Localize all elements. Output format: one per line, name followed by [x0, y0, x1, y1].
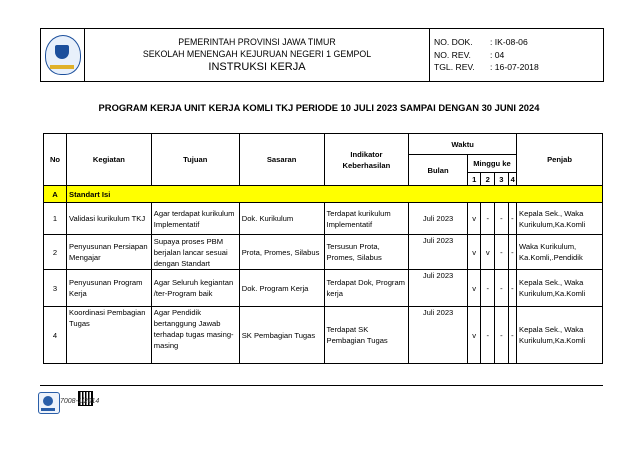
header-indikator: Indikator Keberhasilan — [324, 134, 409, 186]
header-no: No — [44, 134, 67, 186]
header-meta — [430, 29, 604, 82]
section-code: A — [44, 186, 67, 203]
school-logo-icon — [45, 35, 81, 75]
certification-logo-icon — [38, 392, 60, 414]
header-doc-type: INSTRUKSI KERJA — [208, 60, 306, 73]
footer-doc-code: 7008-1/2014 — [60, 398, 100, 405]
header-kegiatan: Kegiatan — [67, 134, 152, 186]
header-institution — [85, 29, 430, 82]
header-week-2: 2 — [481, 173, 495, 186]
document-header — [40, 28, 604, 82]
section-label: Standart Isi — [67, 186, 603, 203]
header-week-4: 4 — [508, 173, 516, 186]
school-logo-cell — [41, 29, 85, 82]
table-row: 1 Validasi kurikulum TKJ Agar terdapat kurikulum Implementatif Dok. Kurikulum Terdapat kurikulum Implementatif Juli 2023 v - - - Kepala Sek., Waka Kurikulum,Ka.Komli — [44, 203, 603, 235]
header-sasaran: Sasaran — [239, 134, 324, 186]
header-bulan: Bulan — [409, 155, 468, 186]
meta-row-no-dok: NO. DOK. : IK-08-06 — [434, 37, 528, 48]
header-line-1: PEMERINTAH PROVINSI JAWA TIMUR — [178, 36, 336, 47]
header-waktu: Waktu — [409, 134, 517, 155]
header-week-1: 1 — [467, 173, 481, 186]
table-row: 4 Koordinasi Pembagian Tugas Agar Pendidik bertanggung Jawab terhadap tugas masing-masing SK Pembagian Tugas Terdapat SK Pembagian Tugas Juli 2023 v - - - Kepala Sek., Waka Kurikulum,Ka.Komli — [44, 307, 603, 364]
header-line-2: SEKOLAH MENENGAH KEJURUAN NEGERI 1 GEMPOL — [142, 48, 372, 59]
page-title: PROGRAM KERJA UNIT KERJA KOMLI TKJ PERIODE 10 JULI 2023 SAMPAI DENGAN 30 JUNI 2024 — [98, 102, 540, 113]
meta-row-tgl-rev: TGL. REV. : 16-07-2018 — [434, 62, 539, 73]
program-table — [43, 133, 603, 364]
table-row: 2 Penyusunan Persiapan Mengajar Supaya proses PBM berjalan lancar sesuai dengan Standart Prota, Promes, Silabus Tersusun Prota, Promes, Silabus Juli 2023 v v - - Waka Kurikulum, Ka.Komli,.Pendidik — [44, 235, 603, 270]
header-minggu: Minggu ke — [467, 155, 516, 173]
header-tujuan: Tujuan — [151, 134, 239, 186]
table-row: 3 Penyusunan Program Kerja Agar Seluruh kegiantan /ter-Program baik Dok. Program Kerja Terdapat Dok, Program kerja Juli 2023 v - - - Kepala Sek., Waka Kurikulum,Ka.Komli — [44, 270, 603, 307]
footer-divider — [40, 385, 603, 386]
meta-row-no-rev: NO. REV. : 04 — [434, 49, 505, 60]
header-penjab: Penjab — [517, 134, 603, 186]
header-week-3: 3 — [495, 173, 509, 186]
section-row — [44, 186, 603, 203]
